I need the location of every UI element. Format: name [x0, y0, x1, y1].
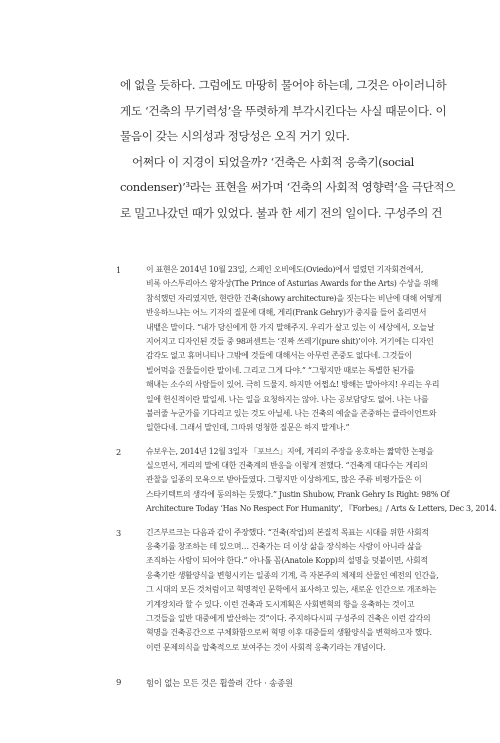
- footnote-number: 1: [116, 265, 122, 275]
- footnote-line: 관찰을 일종의 모욕으로 받아들였다. 그렇지만 이상하게도, 많은 주류 비평가들은 이: [146, 475, 422, 485]
- footnote-line: 그것들을 일반 대중에게 발산하는 것”이다. 주지하다시피 구성주의 건축은 이런 감각의: [146, 613, 431, 623]
- footnote-line: 참석했던 자리였지만, 현란한 건축(showy architecture)을 짓는다는 비난에 대해 어떻게: [146, 293, 442, 303]
- running-title: 힘이 없는 모든 것은 휩쓸려 간다 · 송종원: [146, 678, 293, 688]
- body-line: 게도 ‘건축의 무기력성’을 뚜렷하게 부각시킨다는 사실 때문이다. 이: [120, 103, 447, 118]
- footnote-line: 빌어먹을 건물들이란 말이네. 그리고 그게 다야.” “그렇지만 때로는 특별한 된가를: [146, 365, 415, 375]
- footnote-line: 이 표현은 2014년 10월 23일, 스페인 오비에도(Oviedo)에서 열렸던 기자회견에서,: [146, 265, 424, 274]
- footnote-line: 스타키텍트의 생각에 동의하는 듯했다.” Justin Shubow, Frank Gehry Is Right: 98% Of: [146, 489, 450, 499]
- footnote-line: 기계장치라 할 수 있다. 이런 건축과 도시계획은 사회변혁의 항을 응축하는 것이고: [146, 599, 415, 609]
- footnote-number: 2: [116, 446, 122, 457]
- footnote-line: 이런 문제의식을 압축적으로 보여주는 것이 사회적 응축기라는 개념이다.: [146, 642, 386, 652]
- page-number: 9: [116, 678, 122, 688]
- footnote-line: 비록 아스투리아스 왕자상(The Prince of Asturias Awards for the Arts) 수상을 위해: [146, 279, 438, 289]
- footnote-line: 긴즈부르크는 다음과 같이 주장했다. “건축(작업)의 본질적 목표는 시대를 위한 사회적: [146, 527, 429, 537]
- footnote-line: 실으면서, 게리의 말에 대한 건축계의 반응을 이렇게 전했다. “건축계 대다수는 게리의: [146, 461, 428, 471]
- footnote-line: 일에 헌신적이란 말일세. 나는 일을 요청하지는 않아. 나는 공보담당도 없어. 나는 나를: [146, 394, 429, 404]
- body-line: 물음이 갖는 시의성과 정당성은 오직 거기 있다.: [120, 129, 350, 143]
- footnote-line: 그 시대의 모든 것처럼이고 혁명적인 문학에서 표사하고 있는, 새로운 인간으로 개조하는: [146, 585, 437, 595]
- footnote-number: 3: [116, 527, 122, 538]
- footnote-line: 해내는 소수의 사람들이 있어. 극히 드물지. 하지만 어쩝쇼! 방해는 말아야지! 우리는 우리: [146, 380, 440, 390]
- footnote-line: 지어지고 디자인된 것들 중 98퍼센트는 ‘진짜 쓰레기(pure shit)’이야. 거기에는 디자인: [146, 336, 434, 346]
- page-footer: [116, 675, 456, 691]
- footnote-line: 슈보우는, 2014년 12월 3일자 「포브스」지에, 게리의 주장을 옹호하는 짧막한 논평을: [146, 446, 434, 456]
- footnote-line: 감각도 없고 휴머니티나 그밖에 것들에 대해서는 아무런 존중도 없다네. 그것들이: [146, 351, 412, 361]
- footnote-line: 불러줄 누군가를 기다리고 있는 것도 아닐세. 나는 건축의 예술을 존중하는 클라이언트와: [146, 408, 437, 418]
- body-line: 에 없을 듯하다. 그럼에도 마땅히 물어야 하는데, 그것은 아이러니하: [120, 78, 447, 92]
- footnote-1: [116, 263, 454, 436]
- footnotes: [116, 263, 497, 664]
- footnote-line: 반응하느냐는 어느 기자의 질문에 대해, 게리(Frank Gehry)가 중지를 들어 올리면서: [146, 308, 427, 318]
- footnote-3: [116, 526, 454, 656]
- body-line: 로 밀고나갔던 때가 있었다. 불과 한 세기 전의 일이다. 구성주의 건: [120, 205, 443, 220]
- footnote-2: [116, 445, 497, 517]
- body-line: condenser)’³라는 표현을 써가며 ‘건축의 사회적 영향력’을 극단적으: [120, 180, 456, 194]
- footnote-line: 혁명을 건축공간으로 구체화함으로써 혁명 이후 대중들의 생활양식을 변혁하고자 했다.: [146, 628, 432, 638]
- main-body-text: [120, 73, 456, 226]
- footnote-line: 응축기란 생활양식을 변형시키는 일종의 기계, 즉 자본주의 체제의 산물인 예전의 인간을,: [146, 570, 439, 580]
- footnote-line: 조직하는 사람이 되어야 한다.” 아나톨 꼼(Anatole Kopp)의 설명을 덧붙이면, 사회적: [146, 556, 428, 566]
- footnote-line: Architecture Today ‘Has No Respect For Humanity’, 『Forbes』/ Arts & Letters, Dec 3, 2014.: [146, 504, 497, 514]
- footnote-line: 일한다네. 그래서 말인데, 그따위 멍청한 질문은 하지 말게나.”: [146, 423, 350, 433]
- body-line: 어쩌다 이 지경이 되었을까? ‘건축은 사회적 응축기(social: [132, 154, 415, 169]
- footnote-line: 내뱉은 말이다. “내가 당신에게 한 가지 말해주지. 우리가 살고 있는 이 세상에서, 오늘날: [146, 322, 435, 332]
- footnote-line: 응축기를 창조하는 데 있으며… 건축가는 더 이상 삶을 장식하는 사람이 아니라 삶을: [146, 542, 422, 552]
